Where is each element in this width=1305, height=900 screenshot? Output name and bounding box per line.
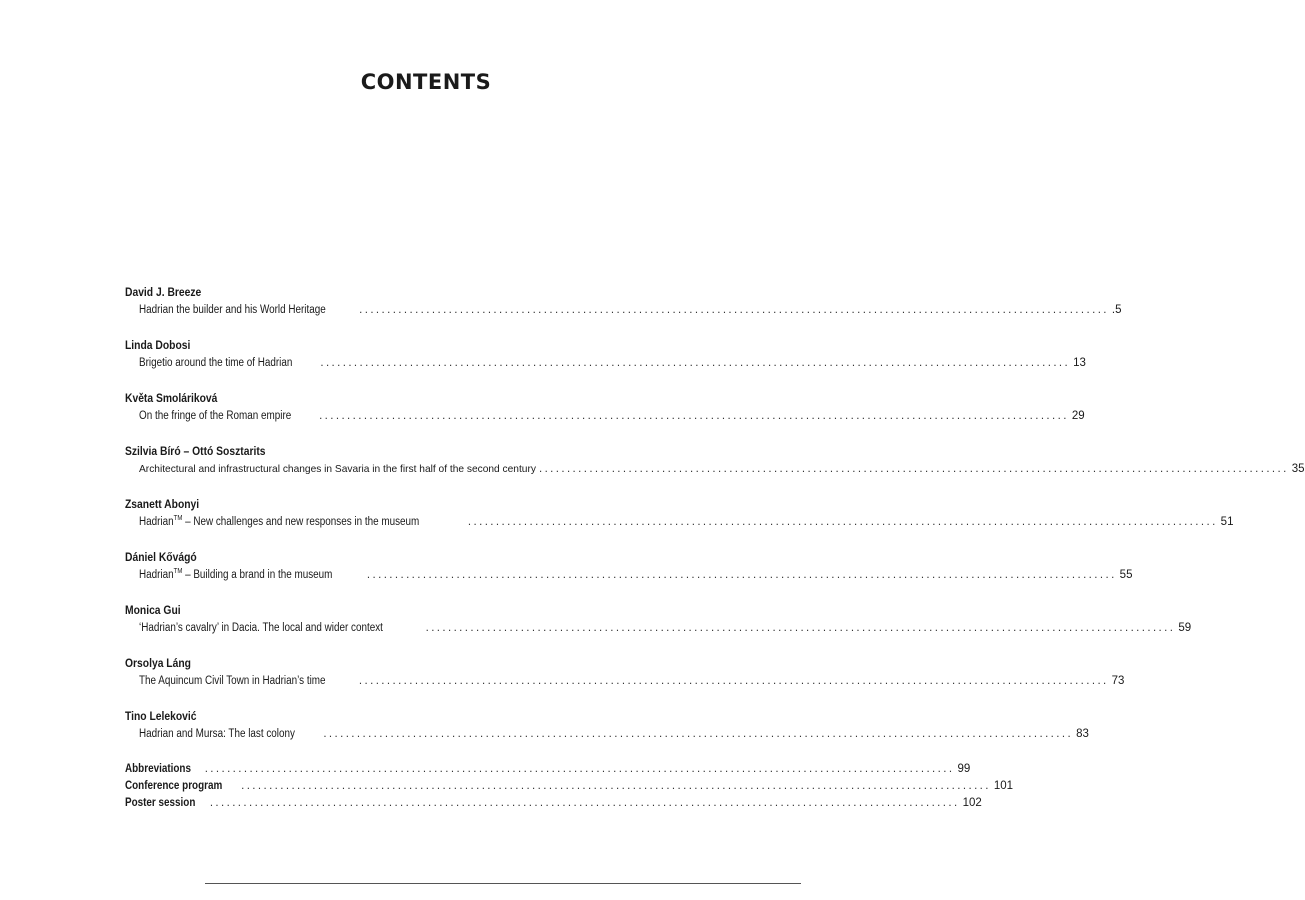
toc-entry bbox=[125, 443, 1305, 479]
entry-author: Monica Gui bbox=[125, 603, 181, 617]
dot-leader: ...................................................................................................................................... bbox=[323, 728, 1074, 740]
entry-title: Hadrian and Mursa: The last colony bbox=[139, 728, 295, 740]
back-matter bbox=[125, 761, 1014, 812]
toc-entry bbox=[125, 284, 1122, 320]
entry-line bbox=[125, 408, 1085, 426]
entry-title: On the fringe of the Roman empire bbox=[139, 410, 292, 422]
entry-author: Zsanett Abonyi bbox=[125, 497, 200, 511]
dot-leader: ...................................................................................................................................... bbox=[209, 797, 960, 809]
dot-leader: ...................................................................................................................................... bbox=[320, 357, 1071, 369]
entry-author: Tino Leleković bbox=[125, 709, 197, 723]
trademark-mark: TM bbox=[173, 515, 183, 523]
dot-leader: ...................................................................................................................................... bbox=[538, 463, 1289, 475]
toc-entry bbox=[125, 390, 1085, 426]
dot-leader: ...................................................................................................................................... bbox=[319, 410, 1069, 422]
page-number: 13 bbox=[1073, 357, 1086, 369]
back-matter-line bbox=[125, 778, 1014, 795]
entry-line bbox=[125, 461, 1305, 479]
dot-leader: ...................................................................................................................................... bbox=[359, 304, 1109, 316]
dot-leader: ...................................................................................................................................... bbox=[425, 622, 1176, 634]
entry-author: David J. Breeze bbox=[125, 285, 202, 299]
entry-author: Orsolya Láng bbox=[125, 656, 191, 670]
page-number: 29 bbox=[1071, 410, 1085, 422]
back-matter-line bbox=[125, 795, 982, 812]
toc-entry bbox=[125, 602, 1192, 638]
entry-line bbox=[125, 620, 1192, 638]
dot-leader: ...................................................................................................................................... bbox=[241, 780, 991, 792]
toc-entry bbox=[125, 655, 1125, 691]
page-number: 35 bbox=[1291, 463, 1305, 475]
page-title: CONTENTS bbox=[360, 70, 492, 94]
page-number: 51 bbox=[1220, 516, 1234, 528]
entry-title: Brigetio around the time of Hadrian bbox=[139, 357, 293, 369]
entry-line bbox=[125, 673, 1125, 691]
entry-author: Dániel Kővágó bbox=[125, 550, 197, 564]
page-number: 102 bbox=[962, 797, 982, 809]
toc-entry bbox=[125, 337, 1086, 373]
page-number: 55 bbox=[1119, 569, 1133, 581]
back-matter-label: Conference program bbox=[125, 780, 223, 792]
entry-line bbox=[125, 514, 1234, 532]
entry-line bbox=[125, 302, 1122, 320]
entry-title: Hadrian™ – New challenges and new responses in the museum bbox=[139, 515, 420, 528]
back-matter-label: Abbreviations bbox=[125, 763, 191, 775]
entry-title: The Aquincum Civil Town in Hadrian’s time bbox=[139, 675, 326, 687]
entry-author: Linda Dobosi bbox=[125, 338, 191, 352]
page-number: 83 bbox=[1076, 728, 1089, 740]
page-number: 101 bbox=[993, 780, 1014, 792]
entry-line bbox=[125, 726, 1089, 744]
back-matter-line bbox=[125, 761, 971, 778]
page-number: 73 bbox=[1111, 675, 1125, 687]
dot-leader: ...................................................................................................................................... bbox=[467, 516, 1218, 528]
entry-title: Hadrian™ – Building a brand in the museum bbox=[139, 568, 333, 581]
entry-line bbox=[125, 567, 1133, 585]
trademark-mark: TM bbox=[173, 568, 183, 576]
dot-leader: ...................................................................................................................................... bbox=[366, 569, 1117, 581]
back-matter-label: Poster session bbox=[125, 797, 196, 809]
page-number: .5 bbox=[1111, 304, 1122, 316]
entry-title: ‘Hadrian’s cavalry’ in Dacia. The local and wider context bbox=[139, 622, 383, 634]
table-of-contents bbox=[125, 284, 1305, 812]
page-number: 59 bbox=[1178, 622, 1192, 634]
entry-line bbox=[125, 355, 1086, 373]
dot-leader: ...................................................................................................................................... bbox=[358, 675, 1109, 687]
entry-author: Szilvia Bíró – Ottó Sosztarits bbox=[125, 444, 266, 458]
toc-entry bbox=[125, 708, 1089, 744]
entry-author: Květa Smoláriková bbox=[125, 391, 218, 405]
entry-title: Hadrian the builder and his World Heritage bbox=[139, 304, 326, 316]
bottom-rule bbox=[205, 883, 801, 884]
toc-entry bbox=[125, 549, 1133, 585]
entry-title: Architectural and infrastructural changes in Savaria in the first half of the second century bbox=[139, 464, 536, 475]
toc-entry bbox=[125, 496, 1234, 532]
page-number: 99 bbox=[957, 763, 971, 775]
dot-leader: ...................................................................................................................................... bbox=[204, 763, 955, 775]
